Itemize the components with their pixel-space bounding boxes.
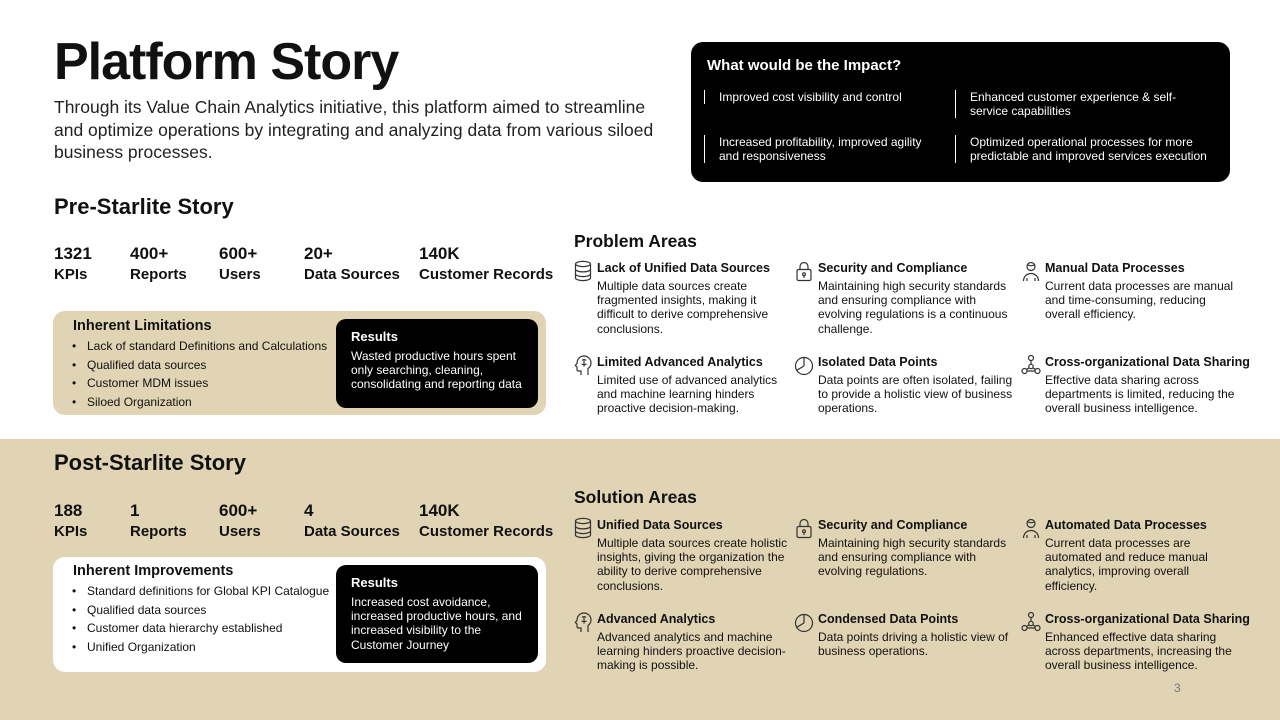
problem-area-title: Isolated Data Points <box>818 355 938 369</box>
list-item: • Qualified data sources <box>70 601 329 620</box>
stat-label: Customer Records <box>419 266 554 283</box>
problem-area-title: Manual Data Processes <box>1045 261 1185 275</box>
results-box <box>336 565 538 663</box>
list-item: • Lack of standard Definitions and Calculations <box>70 337 327 356</box>
list-item: • Customer MDM issues <box>70 374 327 393</box>
list-item: • Siloed Organization <box>70 393 327 412</box>
results-text: Increased cost avoidance, increased productive hours, and increased visibility to the Customer Journey <box>351 595 522 652</box>
stat <box>304 500 400 542</box>
limitations-panel <box>53 311 546 415</box>
stat-label: Users <box>219 523 261 540</box>
solution-area-description: Enhanced effective data sharing across departments, increasing the overall business intelligence. <box>1045 630 1232 673</box>
post-heading: Post-Starlite Story <box>54 450 246 475</box>
stat-value: 140K <box>419 501 460 520</box>
stat <box>419 500 553 542</box>
impact-item: Increased profitability, improved agility and responsiveness <box>704 135 944 163</box>
results-heading: Results <box>351 575 398 590</box>
solution-area-title: Advanced Analytics <box>597 612 716 626</box>
pre-heading: Pre-Starlite Story <box>54 194 234 219</box>
stat <box>219 243 261 285</box>
solution-area-description: Maintaining high security standards and ensuring compliance with evolving regulations. <box>818 536 1007 579</box>
stat-value: 600+ <box>219 244 258 263</box>
impact-item: Optimized operational processes for more predictable and improved services execution <box>955 135 1217 163</box>
problem-area-description: Current data processes are manual and time-consuming, reducing overall efficiency. <box>1045 279 1234 322</box>
database-icon <box>573 517 593 539</box>
stat <box>54 243 92 285</box>
limitations-heading: Inherent Limitations <box>73 318 212 334</box>
stat <box>130 500 187 542</box>
problem-area-title: Limited Advanced Analytics <box>597 355 763 369</box>
stat-value: 188 <box>54 501 83 520</box>
impact-item: Improved cost visibility and control <box>704 90 944 104</box>
database-icon <box>573 260 593 282</box>
problem-area-title: Cross-organizational Data Sharing <box>1045 355 1250 369</box>
solution-area-description: Multiple data sources create holistic insights, giving the organization the ability to derive comprehensive conclusions. <box>597 536 788 593</box>
problem-area-description: Maintaining high security standards and ensuring compliance with evolving regulations is a continuous challenge. <box>818 279 1008 336</box>
stat-value: 1 <box>130 501 140 520</box>
pie-chart-icon <box>794 354 814 376</box>
solution-area-description: Current data processes are automated and reduce manual analytics, improving overall efficiency. <box>1045 536 1208 593</box>
solution-area-title: Cross-organizational Data Sharing <box>1045 612 1250 626</box>
problem-area-title: Security and Compliance <box>818 261 968 275</box>
list-item: • Standard definitions for Global KPI Catalogue <box>70 582 329 601</box>
stat <box>219 500 261 542</box>
improvements-panel <box>53 557 546 672</box>
stat-value: 1321 <box>54 244 92 263</box>
stat-label: Users <box>219 266 261 283</box>
stat-label: Data Sources <box>304 266 400 283</box>
results-box <box>336 319 538 408</box>
stat-label: KPIs <box>54 266 88 283</box>
impact-heading: What would be the Impact? <box>707 57 902 74</box>
solution-area-title: Condensed Data Points <box>818 612 959 626</box>
page-title: Platform Story <box>54 33 399 91</box>
solution-areas-heading: Solution Areas <box>574 487 697 507</box>
pie-chart-icon <box>794 611 814 633</box>
solution-area-description: Data points driving a holistic view of business operations. <box>818 630 1009 659</box>
improvements-heading: Inherent Improvements <box>73 563 234 579</box>
stat-value: 20+ <box>304 244 333 263</box>
stat-value: 140K <box>419 244 460 263</box>
solution-area-title: Unified Data Sources <box>597 518 723 532</box>
problem-area-description: Multiple data sources create fragmented insights, making it difficult to derive comprehensive conclusions. <box>597 279 769 336</box>
solution-area-title: Security and Compliance <box>818 518 968 532</box>
network-icon <box>1021 611 1041 633</box>
lock-icon <box>794 517 814 539</box>
network-icon <box>1021 354 1041 376</box>
list-item: • Customer data hierarchy established <box>70 619 329 638</box>
stat-label: Customer Records <box>419 523 554 540</box>
stat-label: Reports <box>130 266 187 283</box>
impact-item: Enhanced customer experience & self-service capabilities <box>955 90 1205 118</box>
stat-value: 400+ <box>130 244 169 263</box>
stat-label: Data Sources <box>304 523 400 540</box>
page-subtitle: Through its Value Chain Analytics initiative, this platform aimed to streamline and optimize operations by integrating and analyzing data from various siloed business processes. <box>54 97 654 162</box>
results-heading: Results <box>351 329 398 344</box>
stat <box>419 243 553 285</box>
lock-icon <box>794 260 814 282</box>
list-item: • Qualified data sources <box>70 356 327 375</box>
stat <box>304 243 400 285</box>
stat-value: 4 <box>304 501 314 520</box>
person-icon <box>1021 517 1041 539</box>
stat <box>54 500 87 542</box>
problem-area-description: Data points are often isolated, failing to provide a holistic view of business operations. <box>818 373 1013 416</box>
stat-value: 600+ <box>219 501 258 520</box>
results-text: Wasted productive hours spent only searching, cleaning, consolidating and reporting data <box>351 349 522 392</box>
problem-areas-heading: Problem Areas <box>574 231 697 251</box>
solution-area-title: Automated Data Processes <box>1045 518 1207 532</box>
brain-icon <box>573 611 593 633</box>
stat-label: Reports <box>130 523 187 540</box>
limitations-list <box>70 337 327 411</box>
problem-area-title: Lack of Unified Data Sources <box>597 261 770 275</box>
improvements-list <box>70 582 329 656</box>
person-icon <box>1021 260 1041 282</box>
list-item: • Unified Organization <box>70 638 329 657</box>
post-stats <box>54 500 554 544</box>
stat <box>130 243 187 285</box>
stat-label: KPIs <box>54 523 88 540</box>
impact-box <box>691 42 1230 182</box>
problem-area-description: Effective data sharing across departments is limited, reducing the overall business intelligence. <box>1045 373 1235 416</box>
pre-stats <box>54 243 554 287</box>
problem-area-description: Limited use of advanced analytics and machine learning hinders proactive decision-making. <box>597 373 778 416</box>
page-number: 3 <box>1174 681 1181 695</box>
solution-area-description: Advanced analytics and machine learning hinders proactive decision-making is possible. <box>597 630 786 673</box>
brain-icon <box>573 354 593 376</box>
